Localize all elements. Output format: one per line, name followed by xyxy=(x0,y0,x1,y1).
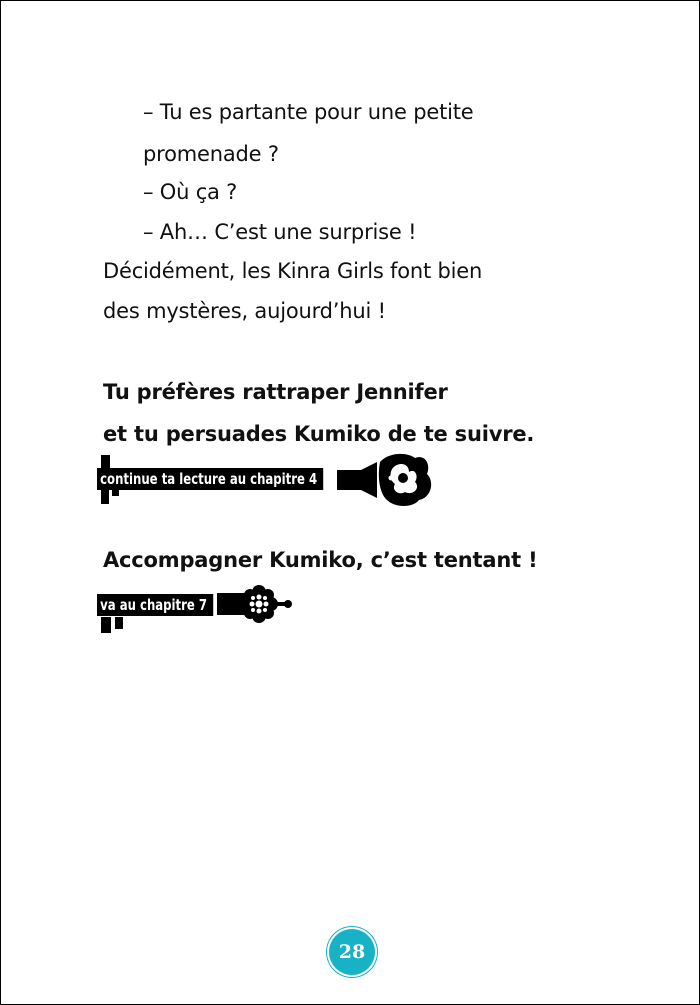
body-line: Décidément, les Kinra Girls font bien xyxy=(103,259,483,283)
body-line: – Tu es partante pour une petite xyxy=(143,100,474,124)
body-line: – Où ça ? xyxy=(143,180,238,204)
body-line: promenade ? xyxy=(143,142,279,166)
body-line: – Ah… C’est une surprise ! xyxy=(143,220,417,244)
key-label: va au chapitre 7 xyxy=(97,594,213,616)
choice-1-text: Tu préfères rattraper Jennifer xyxy=(103,380,448,404)
choice-1-text: et tu persuades Kumiko de te suivre. xyxy=(103,422,535,446)
key-link-chapter-4[interactable] xyxy=(97,448,433,510)
key-label: continue ta lecture au chapitre 4 xyxy=(97,468,323,490)
choice-2-text: Accompagner Kumiko, c’est tentant ! xyxy=(103,548,538,572)
page-number-badge xyxy=(329,929,375,975)
page-number: 28 xyxy=(338,941,366,963)
body-line: des mystères, aujourd’hui ! xyxy=(103,299,386,323)
key-link-chapter-7[interactable] xyxy=(97,581,297,637)
